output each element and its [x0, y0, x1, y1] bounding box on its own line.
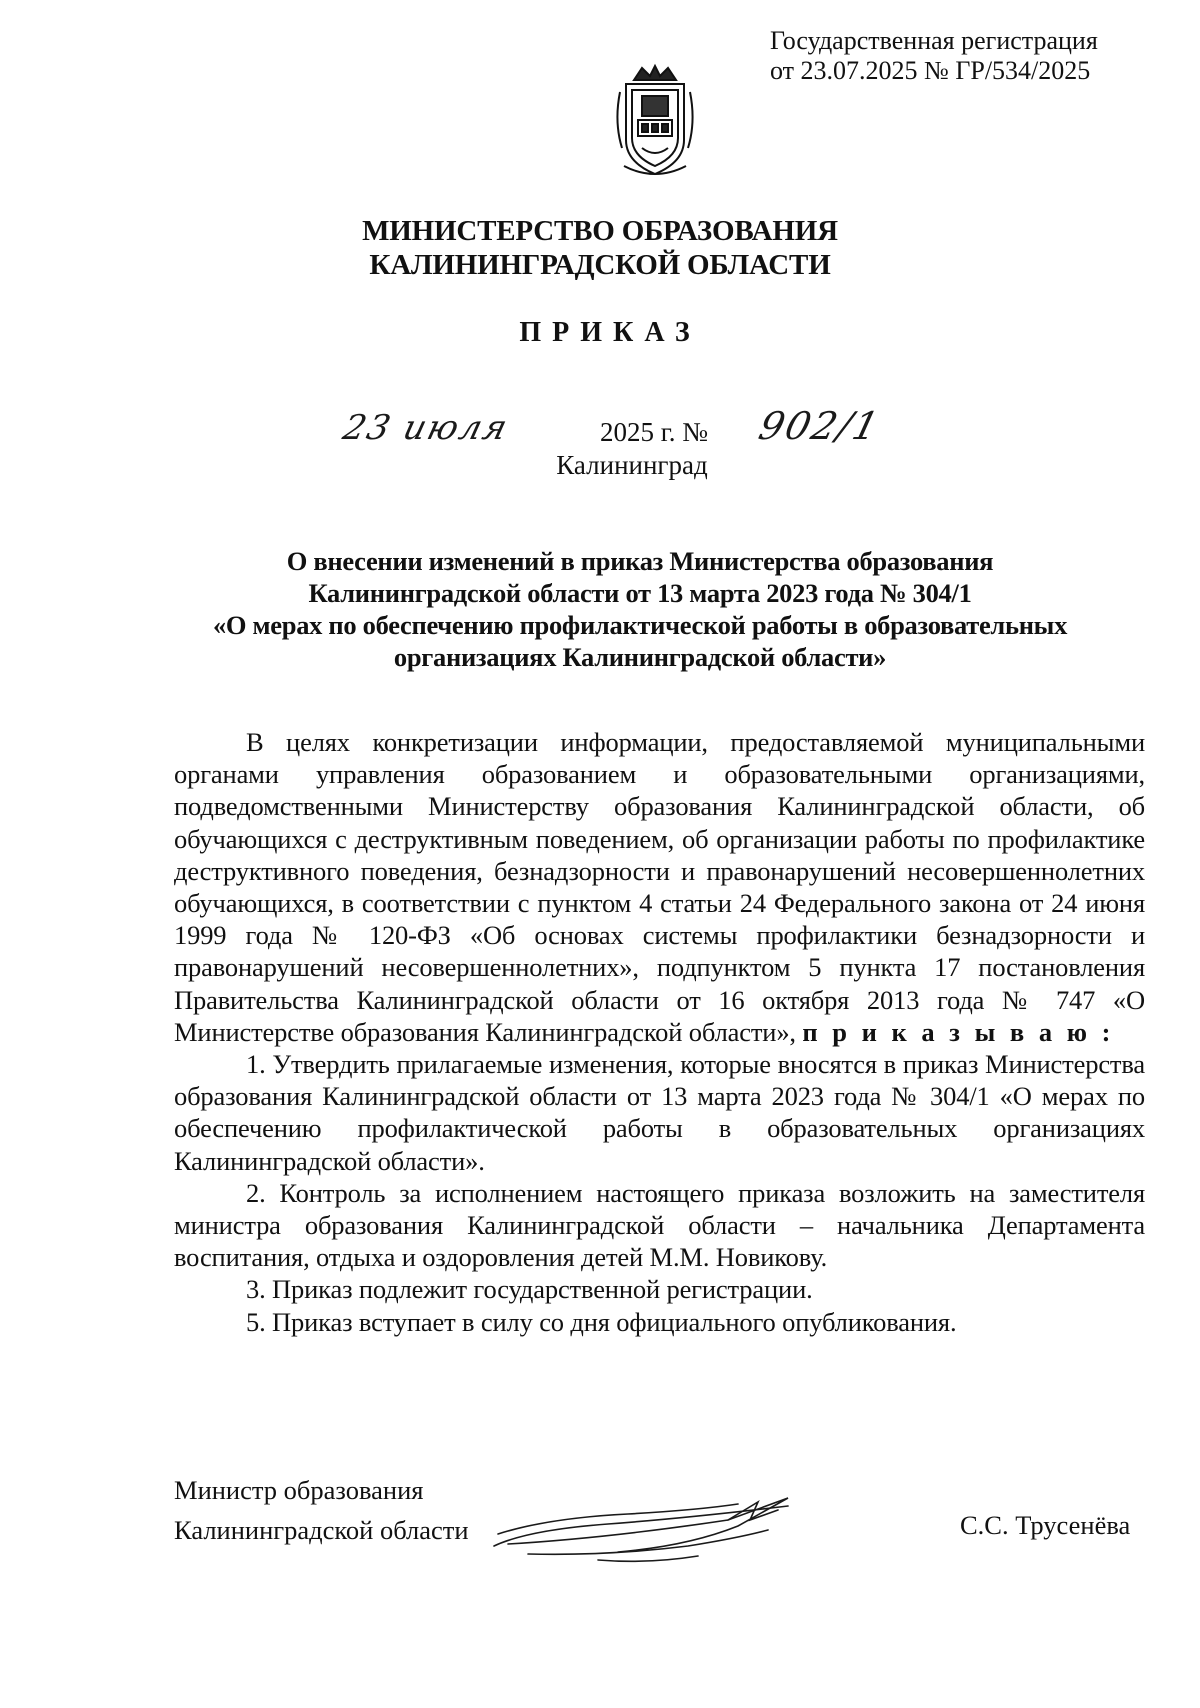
registration-line-2: от 23.07.2025 № ГР/534/2025	[770, 56, 1091, 85]
item-2: 2. Контроль за исполнением настоящего приказа возложить на заместителя министра образования Калининградской области – начальника Департамента воспитания, отдыха и оздоровления детей М.М. Новикову.	[174, 1177, 1145, 1273]
preamble-paragraph	[174, 726, 1145, 1048]
ministry-line-1: МИНИСТЕРСТВО ОБРАЗОВАНИЯ	[362, 215, 838, 247]
signer-name: С.С. Трусенёва	[960, 1510, 1131, 1540]
coat-of-arms-icon	[612, 62, 698, 178]
preamble-text: В целях конкретизации информации, предоставляемой муниципальными органами управления образованием и образовательными организациями, подведомственными Министерству образования Калининградской области, об обучающихся с деструктивным поведением, об организации работы по профилактике деструктивного поведения, безнадзорности и правонарушений несовершеннолетних обучающихся, в соответствии с пунктом 4 статьи 24 Федерального закона от 24 июня 1999 года № 120-ФЗ «Об основах системы профилактики безнадзорности и правонарушений несовершеннолетних», подпунктом 5 пункта 17 постановления Правительства Калининградской области от 16 октября 2013 года № 747 «О Министерстве образования Калининградской области»,	[174, 727, 1145, 1047]
item-3: 3. Приказ подлежит государственной регистрации.	[246, 1274, 813, 1305]
title-line-2: Калининградской области от 13 марта 2023 года № 304/1	[308, 578, 972, 608]
position-line-2: Калининградской области	[174, 1515, 469, 1545]
handwritten-date: 23 июля	[339, 408, 514, 448]
handwritten-signature	[488, 1490, 828, 1570]
directive-word: п р и к а з ы в а ю :	[802, 1016, 1115, 1047]
signatory-position	[174, 1470, 469, 1550]
city: Калининград	[556, 450, 708, 480]
item-5: 5. Приказ вступает в силу со дня официального опубликования.	[246, 1306, 957, 1337]
ministry-name	[0, 214, 1200, 282]
registration-stamp	[770, 26, 1098, 86]
ministry-line-2: КАЛИНИНГРАДСКОЙ ОБЛАСТИ	[369, 249, 831, 281]
item-1: 1. Утвердить прилагаемые изменения, которые вносятся в приказ Министерства образования Калининградской области от 13 марта 2023 года № 304/1 «О мерах по обеспечению профилактической работы в образовательных организациях Калининградской области».	[174, 1049, 1145, 1176]
document-type: ПРИКАЗ	[519, 317, 701, 348]
year-number-label: 2025 г. №	[600, 417, 709, 447]
document-title	[160, 545, 1120, 673]
handwritten-order-number: 902/1	[754, 404, 886, 448]
document-body	[174, 726, 1145, 1338]
registration-line-1: Государственная регистрация	[770, 26, 1098, 55]
title-line-4: организациях Калининградской области»	[393, 642, 887, 672]
title-line-3: «О мерах по обеспечению профилактической работы в образовательных	[212, 610, 1068, 640]
position-line-1: Министр образования	[174, 1475, 424, 1505]
title-line-1: О внесении изменений в приказ Министерства образования	[286, 546, 994, 576]
